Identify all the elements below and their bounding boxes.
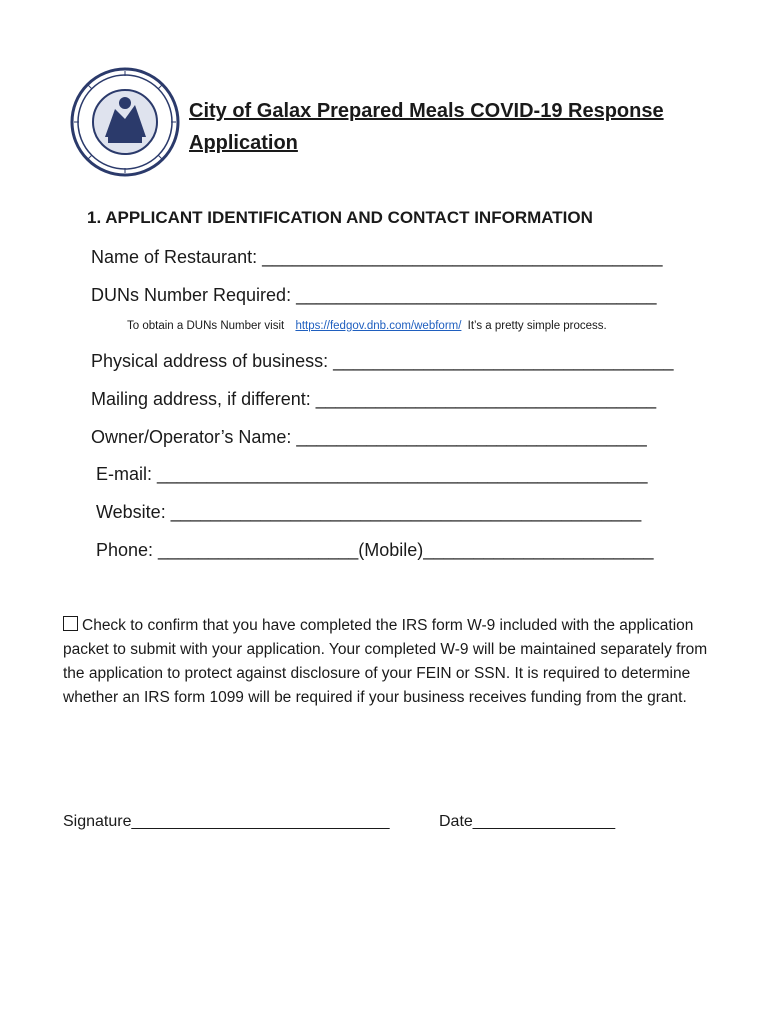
city-seal-logo (70, 67, 180, 177)
duns-hint-suffix: It’s a pretty simple process. (467, 320, 607, 332)
email-field[interactable]: E-mail: _________________________________________________ (96, 464, 648, 484)
page-title: City of Galax Prepared Meals COVID-19 Response Application (189, 100, 664, 154)
w9-confirmation (63, 614, 713, 710)
section-heading: 1. APPLICANT IDENTIFICATION AND CONTACT INFORMATION (87, 208, 593, 227)
duns-number-field[interactable]: DUNs Number Required: ____________________________________ (91, 285, 657, 305)
duns-hint-text: To obtain a DUNs Number visit (127, 320, 285, 332)
date-field[interactable]: Date________________ (439, 813, 616, 830)
website-field[interactable]: Website: _______________________________________________ (96, 502, 642, 522)
duns-webform-link[interactable]: https://fedgov.dnb.com/webform/ (295, 320, 462, 332)
restaurant-name-field[interactable]: Name of Restaurant: ________________________________________ (91, 247, 663, 267)
owner-name-field[interactable]: Owner/Operator’s Name: ___________________________________ (91, 427, 647, 447)
duns-hint (127, 320, 607, 332)
phone-field[interactable]: Phone: ____________________(Mobile)_______________________ (96, 540, 654, 560)
mailing-address-field[interactable]: Mailing address, if different: __________________________________ (91, 389, 657, 409)
physical-address-field[interactable]: Physical address of business: __________________________________ (91, 351, 674, 371)
w9-checkbox[interactable] (63, 616, 78, 631)
w9-text: Check to confirm that you have completed the IRS form W-9 included with the application packet to submit with your application. Your completed W-9 will be maintained separately from the application to protect against disclosure of your FEIN or SSN. It is required to determine whether an IRS form 1099 will be required if your business receives funding from the grant. (63, 617, 708, 706)
signature-field[interactable]: Signature_____________________________ (63, 813, 390, 830)
